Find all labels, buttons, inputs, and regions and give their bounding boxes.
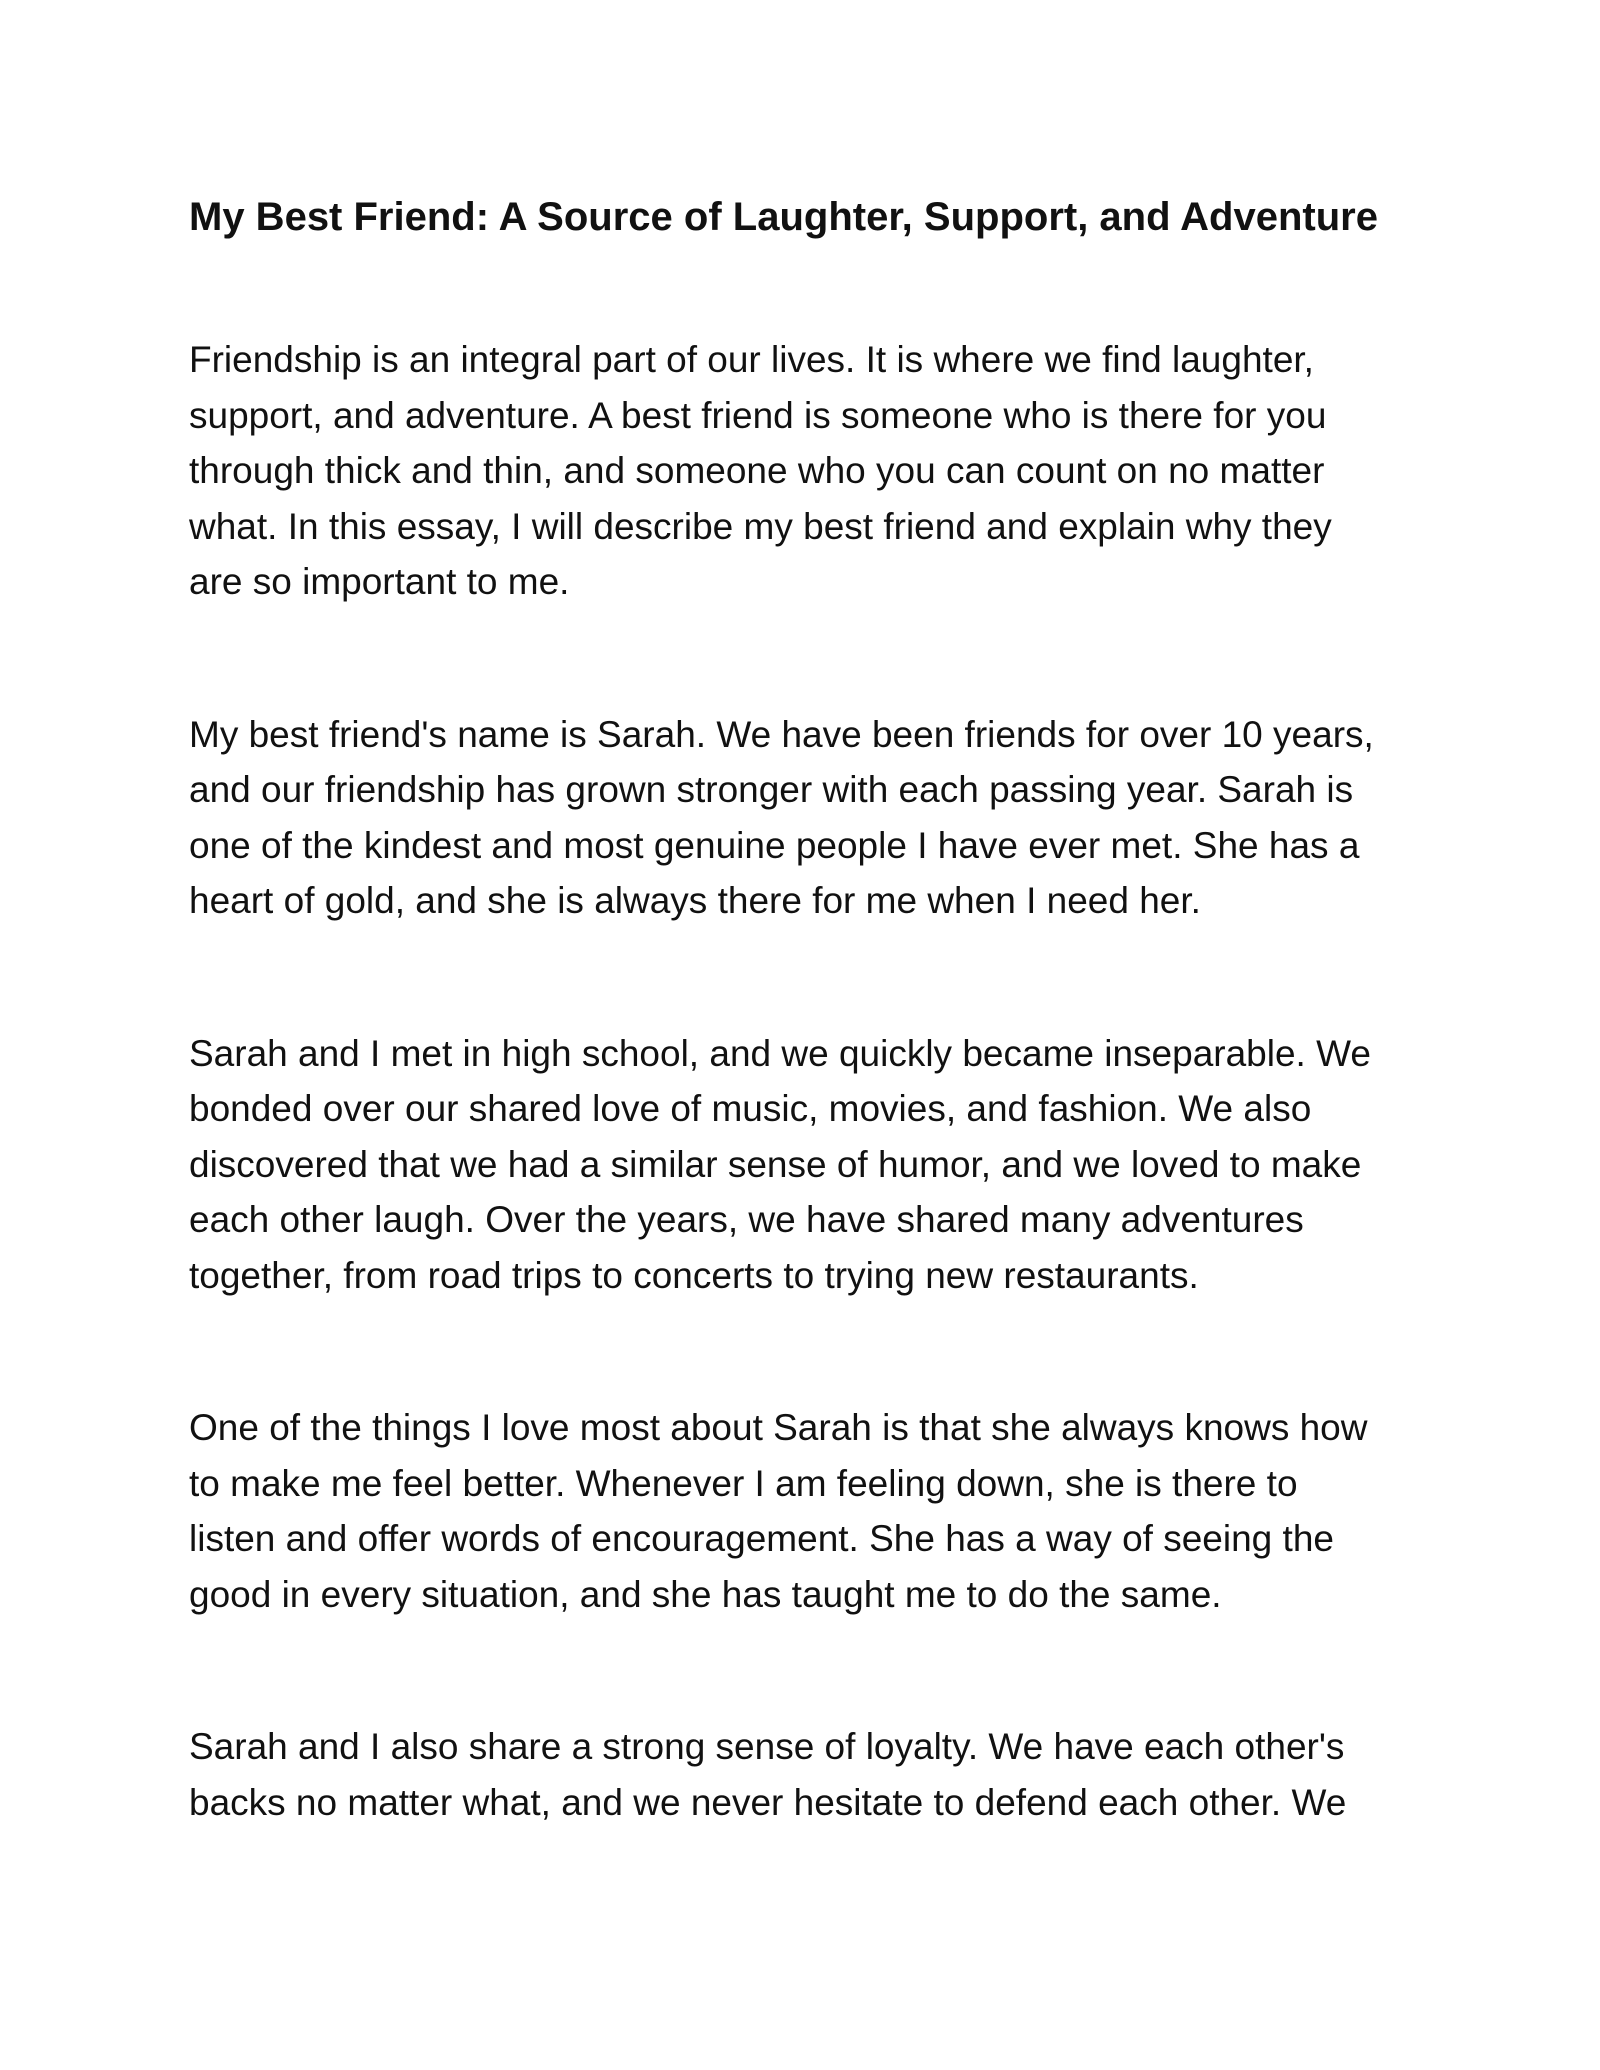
text-line: to make me feel better. Whenever I am feeling down, she is there to bbox=[189, 1462, 1298, 1504]
paragraph-1 bbox=[189, 332, 1429, 610]
text-line: My best friend's name is Sarah. We have been friends for over 10 years, bbox=[189, 713, 1374, 755]
text-line: each other laugh. Over the years, we have shared many adventures bbox=[189, 1199, 1304, 1240]
text-line: good in every situation, and she has taught me to do the same. bbox=[189, 1573, 1222, 1615]
text-line: Sarah and I also share a strong sense of loyalty. We have each other's bbox=[189, 1726, 1345, 1767]
text-line: and our friendship has grown stronger with each passing year. Sarah is bbox=[189, 769, 1354, 810]
text-line: One of the things I love most about Sarah is that she always knows how bbox=[189, 1407, 1368, 1448]
essay-title: My Best Friend: A Source of Laughter, Support, and Adventure bbox=[189, 195, 1378, 239]
text-line: Friendship is an integral part of our lives. It is where we find laughter, bbox=[189, 339, 1314, 380]
text-line: listen and offer words of encouragement. She has a way of seeing the bbox=[189, 1518, 1334, 1559]
text-line: discovered that we had a similar sense of humor, and we loved to make bbox=[189, 1143, 1362, 1185]
text-line: bonded over our shared love of music, movies, and fashion. We also bbox=[189, 1088, 1312, 1129]
document-content bbox=[189, 188, 1429, 1830]
essay-body bbox=[189, 332, 1429, 1830]
text-line: are so important to me. bbox=[189, 561, 570, 602]
text-line: through thick and thin, and someone who you can count on no matter bbox=[189, 450, 1325, 491]
text-line: heart of gold, and she is always there for me when I need her. bbox=[189, 880, 1201, 921]
text-line: one of the kindest and most genuine people I have ever met. She has a bbox=[189, 824, 1360, 866]
paragraph-2 bbox=[189, 707, 1429, 929]
text-line: together, from road trips to concerts to trying new restaurants. bbox=[189, 1254, 1199, 1296]
paragraph-5 bbox=[189, 1719, 1429, 1830]
text-line: backs no matter what, and we never hesitate to defend each other. We bbox=[189, 1781, 1347, 1823]
paragraph-3 bbox=[189, 1026, 1429, 1304]
text-line: what. In this essay, I will describe my best friend and explain why they bbox=[189, 505, 1332, 547]
paragraph-4 bbox=[189, 1400, 1429, 1622]
text-line: support, and adventure. A best friend is someone who is there for you bbox=[189, 394, 1327, 436]
text-line: Sarah and I met in high school, and we quickly became inseparable. We bbox=[189, 1032, 1371, 1074]
